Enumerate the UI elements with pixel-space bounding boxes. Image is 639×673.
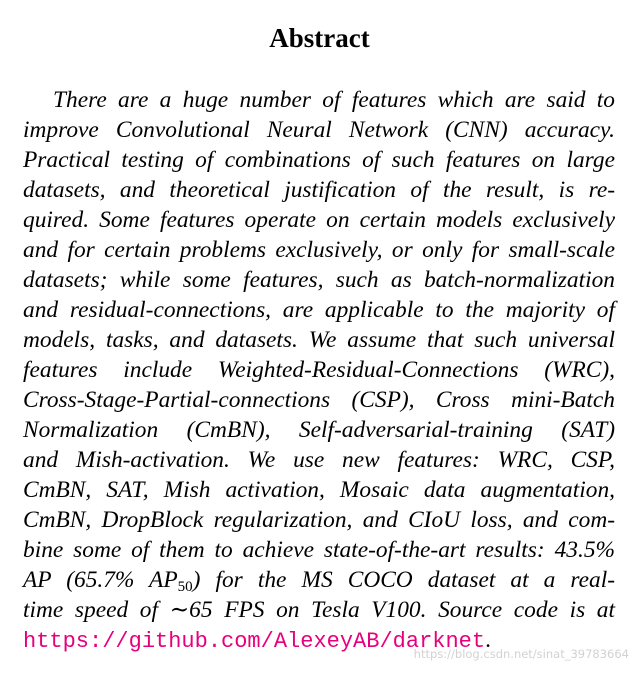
url-period: . (485, 627, 491, 653)
abstract-line-12: Normalization (CmBN), Self-adversarial-training (SAT) (23, 417, 615, 443)
abstract-line-15: CmBN, DropBlock regularization, and CIoU loss, and com- (23, 507, 615, 533)
abstract-line-10: features include Weighted-Residual-Connections (WRC), (23, 357, 615, 383)
abstract-line-7: datasets; while some features, such as batch-normalization (23, 267, 615, 293)
abstract-body (23, 85, 615, 655)
abstract-line-8: and residual-connections, are applicable to the majority of (23, 297, 615, 323)
abstract-line-4: datasets, and theoretical justification of the result, is re- (23, 177, 615, 203)
abstract-line-1: There are a huge number of features which are said to (53, 87, 615, 113)
abstract-line-14: CmBN, SAT, Mish activation, Mosaic data augmentation, (23, 477, 615, 503)
abstract-line-6: and for certain problems exclusively, or only for small-scale (23, 237, 615, 263)
abstract-line-2: improve Convolutional Neural Network (CNN) accuracy. (23, 117, 615, 143)
abstract-line-17 (23, 565, 615, 595)
abstract-line-3: Practical testing of combinations of such features on large (23, 147, 615, 173)
ap-subscript: 50 (177, 579, 193, 595)
abstract-line-16: bine some of them to achieve state-of-the-art results: 43.5% (23, 537, 615, 563)
abstract-line-13: and Mish-activation. We use new features: WRC, CSP, (23, 447, 615, 473)
ap-prefix: AP (65.7% AP (23, 567, 178, 593)
abstract-line-18: time speed of ∼65 FPS on Tesla V100. Source code is at (23, 597, 615, 623)
watermark: https://blog.csdn.net/sinat_39783664 (413, 647, 629, 661)
abstract-line-5: quired. Some features operate on certain models exclusively (23, 207, 615, 233)
abstract-line-9: models, tasks, and datasets. We assume that such universal (23, 327, 615, 353)
source-code-link[interactable]: https://github.com/AlexeyAB/darknet (23, 629, 486, 654)
abstract-line-11: Cross-Stage-Partial-connections (CSP), Cross mini-Batch (23, 387, 615, 413)
ap-suffix: ) for the MS COCO dataset at a real- (192, 567, 615, 593)
abstract-heading: Abstract (269, 23, 370, 53)
